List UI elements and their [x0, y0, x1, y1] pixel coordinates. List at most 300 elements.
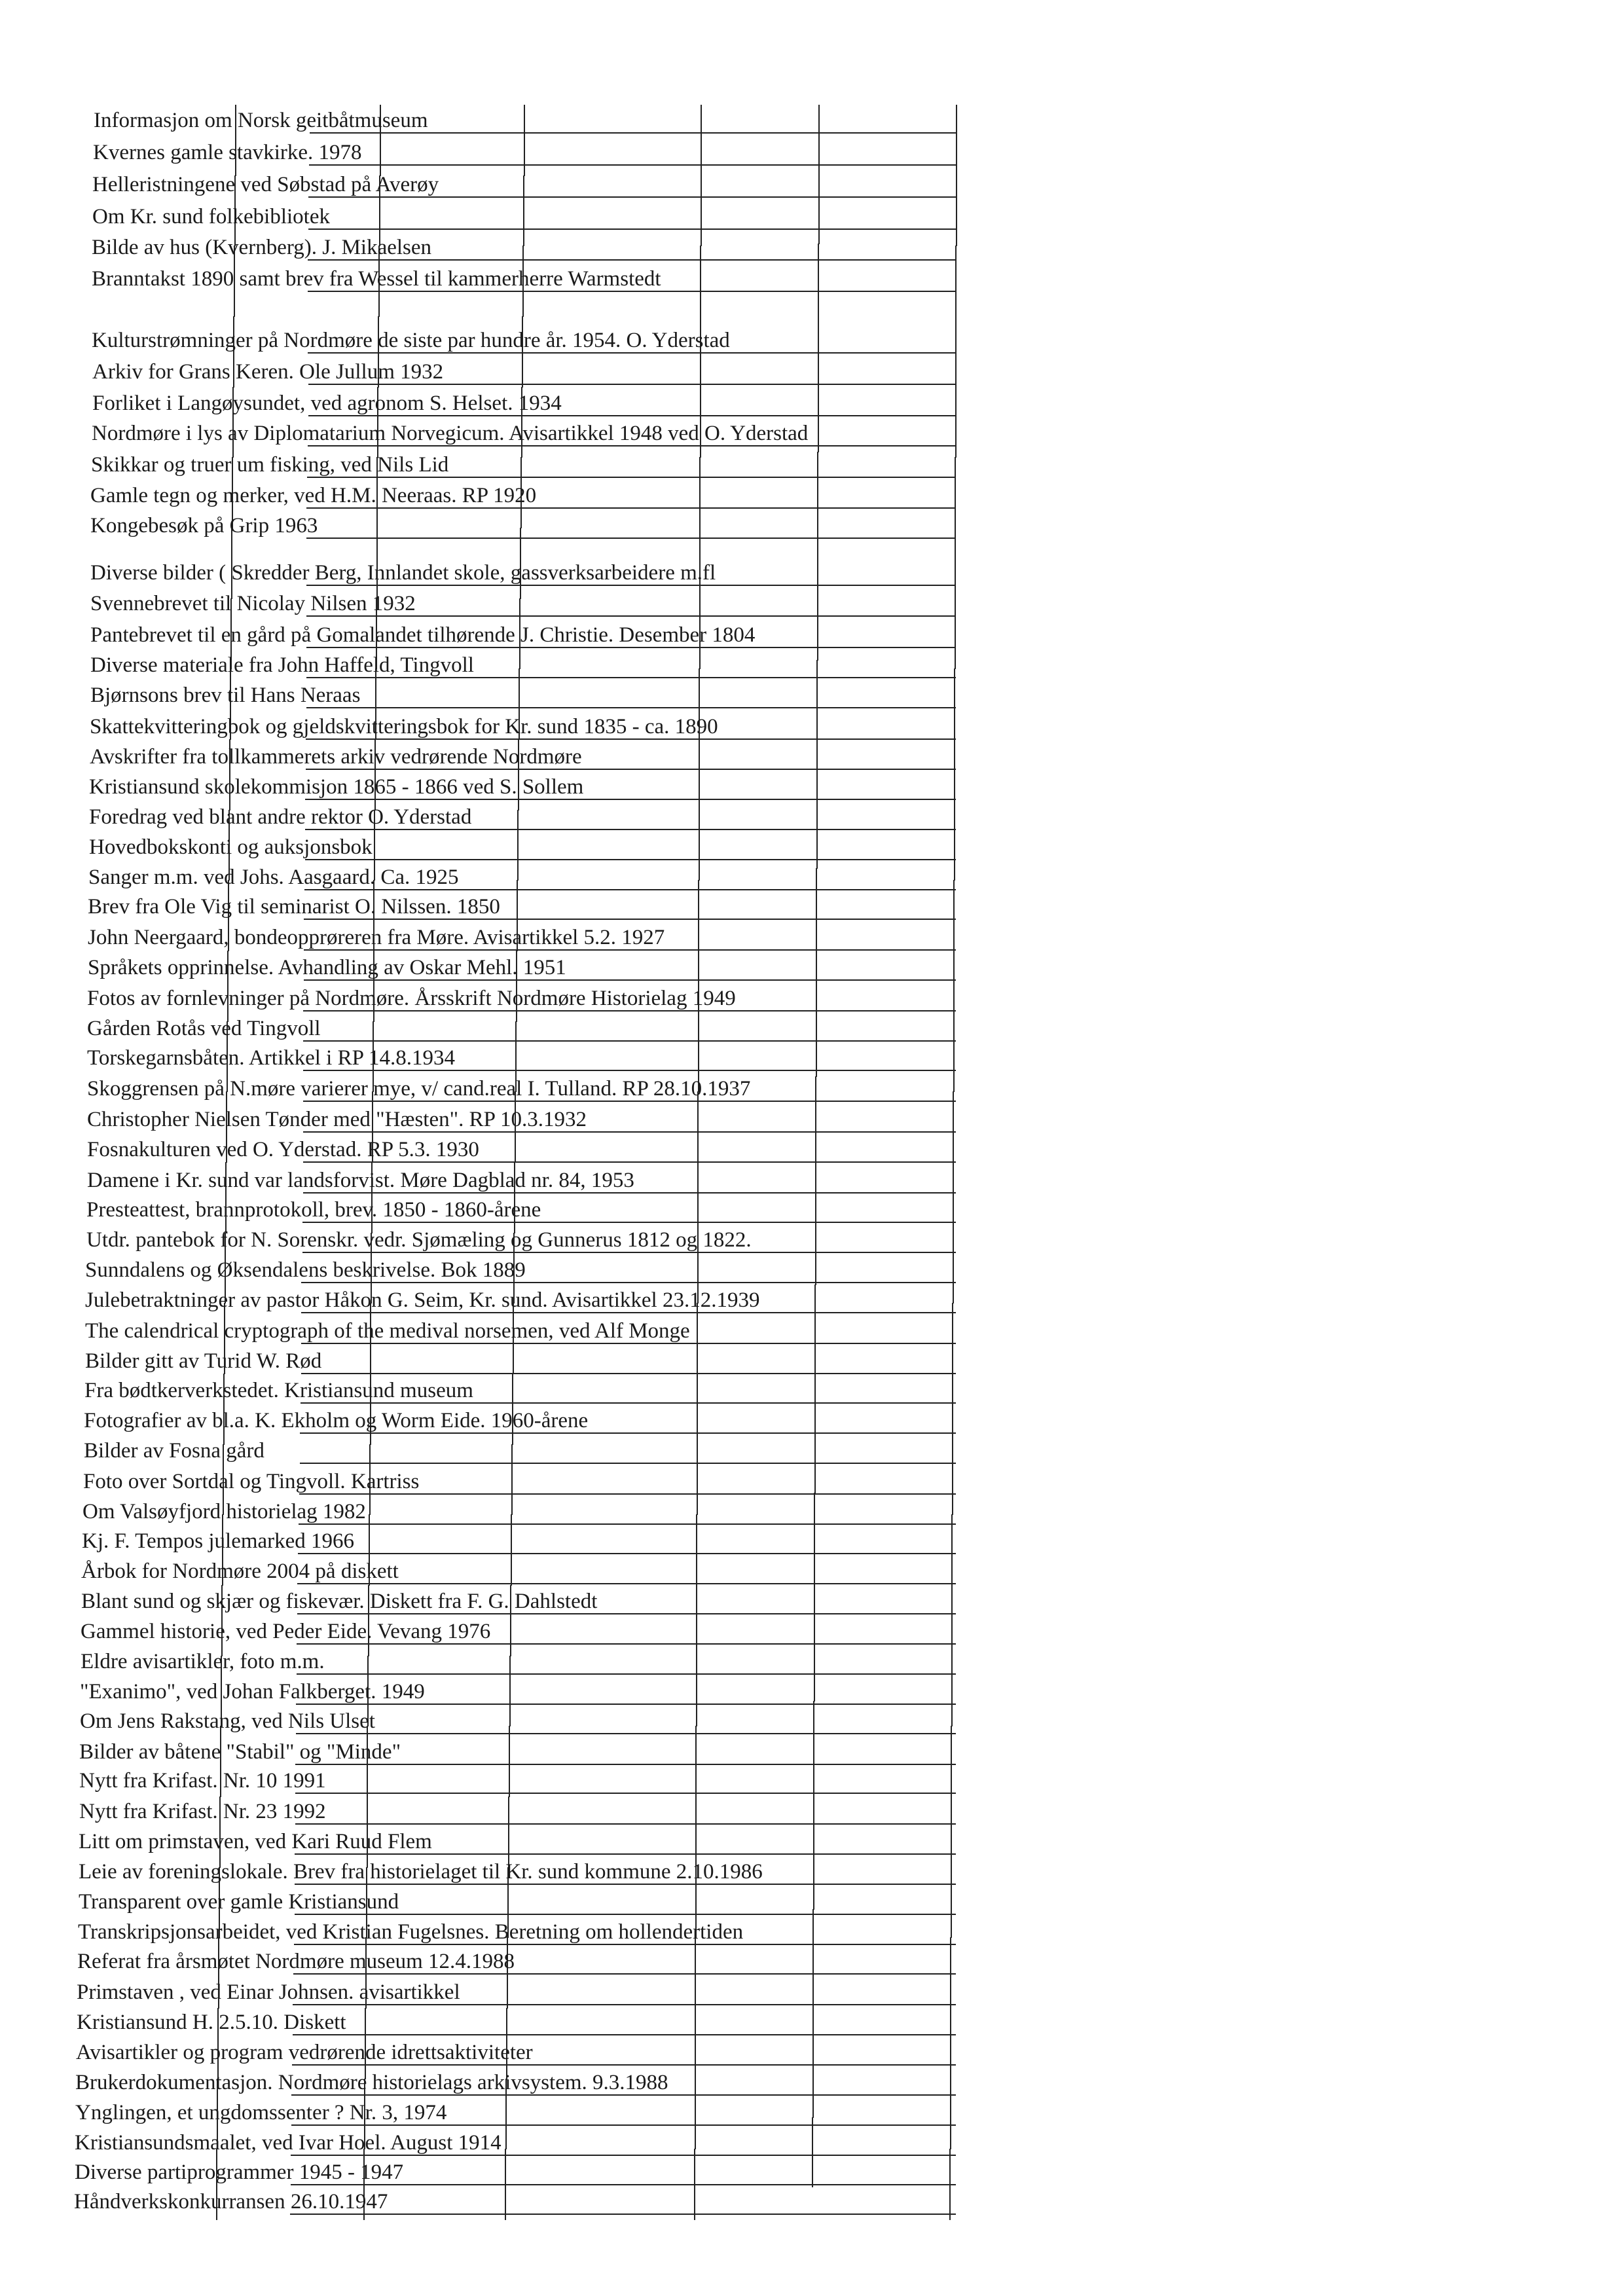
- grid-vertical-line: [695, 1867, 697, 1939]
- grid-vertical-line: [815, 1076, 816, 1146]
- list-item-text: Kongebesøk på Grip 1963: [90, 514, 318, 538]
- list-item: [0, 1438, 1623, 1464]
- grid-vertical-line: [368, 1585, 369, 1656]
- grid-horizontal-line: [305, 799, 956, 800]
- list-item-text: Brev fra Ole Vig til seminarist O. Nilssen. 1850: [88, 895, 500, 919]
- list-item: [0, 1919, 1623, 1945]
- list-item-text: Brukerdokumentasjon. Nordmøre historielags arkivsystem. 9.3.1988: [75, 2071, 668, 2094]
- list-item-text: Kristiansundsmaalet, ved Ivar Hoel. August 1914: [75, 2131, 501, 2155]
- list-item: [0, 1468, 1623, 1495]
- list-item-text: Kristiansund H. 2.5.10. Diskett: [77, 2011, 346, 2034]
- grid-vertical-line: [951, 1796, 952, 1868]
- list-item-text: Utdr. pantebok for N. Sorenskr. vedr. Sjømæling og Gunnerus 1812 og 1822.: [86, 1228, 752, 1252]
- grid-vertical-line: [817, 521, 818, 591]
- grid-horizontal-line: [309, 164, 956, 166]
- grid-horizontal-line: [292, 2064, 956, 2066]
- grid-vertical-line: [510, 1585, 511, 1656]
- grid-vertical-line: [699, 668, 700, 740]
- grid-vertical-line: [817, 591, 818, 661]
- grid-vertical-line: [696, 1514, 697, 1586]
- grid-vertical-line: [377, 387, 378, 458]
- list-item-text: Torskegarnsbåten. Artikkel i RP 14.8.1934: [87, 1046, 455, 1070]
- list-item-text: Språkets opprinnelse. Avhandling av Oskar Mehl. 1951: [88, 956, 566, 979]
- grid-horizontal-line: [306, 615, 956, 617]
- grid-vertical-line: [505, 2079, 507, 2150]
- grid-horizontal-line: [295, 1764, 956, 1765]
- grid-vertical-line: [814, 1493, 815, 1563]
- grid-vertical-line: [955, 387, 957, 458]
- list-item-text: Fotografier av bl.a. K. Ekholm og Worm Eide. 1960-årene: [84, 1409, 589, 1432]
- list-item-text: Svennebrevet til Nicolay Nilsen 1932: [90, 592, 416, 615]
- list-item-text: Foredrag ved blant andre rektor O. Yderstad: [89, 805, 472, 829]
- list-item: [0, 1287, 1623, 1313]
- list-item: [0, 420, 1623, 446]
- grid-horizontal-line: [308, 352, 956, 354]
- grid-horizontal-line: [297, 1643, 956, 1645]
- grid-vertical-line: [374, 810, 375, 881]
- grid-vertical-line: [224, 1303, 225, 1374]
- list-item-text: Nordmøre i lys av Diplomatarium Norvegicum. Avisartikkel 1948 ved O. Yderstad: [92, 422, 809, 445]
- grid-vertical-line: [509, 1656, 511, 1727]
- grid-horizontal-line: [291, 2184, 956, 2185]
- grid-vertical-line: [814, 1354, 816, 1424]
- grid-vertical-line: [366, 1867, 367, 1939]
- list-item-text: Forliket i Langøysundet, ved agronom S. Helset. 1934: [92, 392, 562, 415]
- list-item-text: Julebetraktninger av pastor Håkon G. Seim, Kr. sund. Avisartikkel 23.12.1939: [85, 1288, 760, 1312]
- grid-vertical-line: [515, 1021, 517, 1093]
- list-item: [0, 1948, 1623, 1975]
- grid-horizontal-line: [308, 384, 956, 385]
- list-item: [0, 591, 1623, 617]
- grid-horizontal-line: [291, 2094, 956, 2096]
- list-item-text: Referat fra årsmøtet Nordmøre museum 12.4.1988: [77, 1950, 515, 1973]
- list-item-text: Gården Rotås ved Tingvoll: [87, 1017, 321, 1040]
- grid-vertical-line: [227, 951, 228, 1022]
- list-item: [0, 985, 1623, 1011]
- list-item: [0, 1768, 1623, 1794]
- grid-vertical-line: [816, 938, 817, 1008]
- grid-vertical-line: [369, 1514, 370, 1586]
- list-item: [0, 774, 1623, 800]
- grid-vertical-line: [701, 175, 702, 247]
- grid-vertical-line: [225, 1162, 227, 1233]
- list-item-text: Pantebrevet til en gård på Gomalandet tilhørende J. Christie. Desember 1804: [90, 623, 756, 647]
- grid-vertical-line: [367, 1796, 368, 1868]
- list-item: [0, 1708, 1623, 1734]
- grid-vertical-line: [951, 1514, 953, 1586]
- grid-vertical-line: [700, 387, 701, 458]
- list-item: [0, 652, 1623, 678]
- grid-vertical-line: [956, 175, 957, 247]
- grid-horizontal-line: [304, 979, 956, 981]
- grid-horizontal-line: [304, 889, 956, 890]
- grid-vertical-line: [369, 1444, 371, 1516]
- grid-vertical-line: [371, 1233, 372, 1304]
- grid-vertical-line: [522, 246, 524, 317]
- list-item: [0, 2069, 1623, 2096]
- list-item-text: Sanger m.m. ved Johs. Aasgaard. Ca. 1925: [88, 866, 459, 889]
- grid-vertical-line: [697, 1374, 698, 1445]
- list-item-text: Avisartikler og program vedrørende idrettsaktiviteter: [76, 2041, 533, 2064]
- list-item-text: Skattekvitteringbok og gjeldskvitteringsbok for Kr. sund 1835 - ca. 1890: [90, 715, 718, 738]
- list-item-text: Bilder gitt av Turid W. Rød: [85, 1349, 322, 1373]
- grid-vertical-line: [373, 880, 374, 951]
- grid-horizontal-line: [301, 1312, 956, 1313]
- list-item: [0, 924, 1623, 951]
- list-item-text: Kulturstrømninger på Nordmøre de siste par hundre år. 1954. O. Yderstad: [92, 329, 730, 352]
- grid-vertical-line: [955, 457, 956, 528]
- list-item: [0, 864, 1623, 890]
- grid-vertical-line: [227, 1021, 228, 1093]
- list-item-text: John Neergaard, bondeopprøreren fra Møre. Avisartikkel 5.2. 1927: [88, 926, 665, 949]
- grid-horizontal-line: [306, 769, 956, 770]
- list-item: [0, 1859, 1623, 1885]
- list-item-text: Fosnakulturen ved O. Yderstad. RP 5.3. 1930: [87, 1138, 479, 1161]
- list-item-text: Helleristningene ved Søbstad på Averøy: [92, 173, 439, 196]
- grid-horizontal-line: [303, 1192, 956, 1194]
- grid-horizontal-line: [302, 1252, 956, 1253]
- grid-vertical-line: [375, 668, 376, 740]
- grid-horizontal-line: [301, 1373, 956, 1374]
- grid-horizontal-line: [303, 1010, 956, 1011]
- grid-vertical-line: [952, 1303, 953, 1374]
- grid-vertical-line: [953, 880, 955, 951]
- grid-vertical-line: [812, 1978, 814, 2049]
- grid-horizontal-line: [296, 1733, 956, 1734]
- grid-vertical-line: [955, 246, 957, 317]
- grid-horizontal-line: [293, 2034, 956, 2035]
- grid-vertical-line: [699, 598, 701, 670]
- list-item-text: Nytt fra Krifast. Nr. 23 1992: [79, 1800, 326, 1823]
- list-item: [0, 1528, 1623, 1554]
- grid-vertical-line: [817, 452, 818, 522]
- grid-vertical-line: [814, 1562, 815, 1632]
- grid-vertical-line: [698, 880, 699, 951]
- list-item-text: Informasjon om Norsk geitbåtmuseum: [94, 109, 428, 132]
- grid-vertical-line: [232, 457, 233, 528]
- grid-vertical-line: [956, 105, 957, 176]
- grid-horizontal-line: [307, 477, 956, 478]
- list-item-text: Litt om primstaven, ved Kari Ruud Flem: [79, 1830, 432, 1853]
- grid-vertical-line: [523, 175, 524, 247]
- grid-horizontal-line: [301, 1402, 956, 1404]
- grid-vertical-line: [235, 105, 236, 176]
- grid-horizontal-line: [306, 738, 956, 740]
- grid-horizontal-line: [291, 2155, 956, 2156]
- list-item: [0, 1739, 1623, 1765]
- list-item-text: Diverse bilder ( Skredder Berg, Innlandet skole, gassverksarbeidere m.fl: [90, 561, 716, 585]
- grid-horizontal-line: [302, 1222, 956, 1223]
- grid-vertical-line: [816, 868, 817, 938]
- grid-vertical-line: [234, 175, 236, 247]
- grid-horizontal-line: [303, 1101, 956, 1102]
- grid-vertical-line: [228, 810, 230, 881]
- grid-horizontal-line: [298, 1553, 956, 1554]
- grid-vertical-line: [373, 1021, 374, 1093]
- grid-vertical-line: [815, 1215, 816, 1285]
- list-item: [0, 1045, 1623, 1071]
- list-item: [0, 1829, 1623, 1855]
- grid-vertical-line: [954, 810, 955, 881]
- list-item-text: Branntakst 1890 samt brev fra Wessel til kammerherre Warmstedt: [92, 267, 661, 291]
- grid-horizontal-line: [306, 707, 956, 708]
- grid-vertical-line: [519, 598, 520, 670]
- list-item-text: Hovedbokskonti og auksjonsbok: [89, 835, 373, 859]
- grid-vertical-line: [509, 1726, 510, 1797]
- grid-horizontal-line: [295, 1914, 956, 1915]
- list-item: [0, 1257, 1623, 1283]
- grid-vertical-line: [951, 1585, 953, 1656]
- grid-vertical-line: [818, 382, 819, 452]
- list-item: [0, 390, 1623, 416]
- grid-vertical-line: [813, 1701, 814, 1771]
- grid-vertical-line: [517, 810, 519, 881]
- grid-vertical-line: [699, 457, 701, 528]
- list-item-text: Presteattest, brannprotokoll, brev. 1850 - 1860-årene: [86, 1198, 541, 1222]
- list-item: [0, 1499, 1623, 1525]
- grid-vertical-line: [954, 668, 955, 740]
- grid-horizontal-line: [297, 1673, 956, 1675]
- list-item-text: Foto over Sortdal og Tingvoll. Kartriss: [83, 1470, 420, 1493]
- grid-horizontal-line: [306, 677, 956, 678]
- list-item: [0, 234, 1623, 261]
- list-item: [0, 2039, 1623, 2066]
- list-item-text: Om Kr. sund folkebibliotek: [92, 205, 330, 228]
- list-item-text: Fotos av fornlevninger på Nordmøre. Årsskrift Nordmøre Historielag 1949: [87, 987, 736, 1010]
- grid-vertical-line: [370, 1303, 371, 1374]
- list-item-text: Nytt fra Krifast. Nr. 10 1991: [79, 1769, 326, 1793]
- grid-vertical-line: [816, 1007, 817, 1077]
- grid-horizontal-line: [308, 196, 956, 198]
- grid-vertical-line: [695, 1726, 697, 1797]
- list-item-text: Damene i Kr. sund var landsforvist. Møre Dagblad nr. 84, 1953: [87, 1169, 634, 1192]
- list-item: [0, 172, 1623, 198]
- grid-horizontal-line: [293, 2004, 956, 2005]
- grid-horizontal-line: [301, 1343, 956, 1344]
- grid-vertical-line: [376, 598, 377, 670]
- grid-horizontal-line: [308, 228, 956, 230]
- grid-vertical-line: [233, 316, 234, 388]
- grid-vertical-line: [508, 1796, 509, 1868]
- grid-vertical-line: [951, 1867, 952, 1939]
- grid-vertical-line: [697, 1444, 698, 1516]
- grid-horizontal-line: [299, 1493, 956, 1495]
- list-item-text: Kvernes gamle stavkirke. 1978: [93, 141, 362, 164]
- grid-vertical-line: [520, 457, 522, 528]
- list-item-text: Bilder av Fosna gård: [84, 1439, 264, 1463]
- grid-vertical-line: [511, 1514, 512, 1586]
- grid-vertical-line: [814, 1423, 816, 1493]
- list-item: [0, 1798, 1623, 1825]
- grid-vertical-line: [695, 1796, 697, 1868]
- grid-horizontal-line: [300, 1432, 956, 1434]
- list-item-text: Eldre avisartikler, foto m.m.: [81, 1650, 325, 1673]
- list-item: [0, 1679, 1623, 1705]
- grid-horizontal-line: [295, 1884, 956, 1885]
- list-item-text: Leie av foreningslokale. Brev fra historielaget til Kr. sund kommune 2.10.1986: [79, 1860, 763, 1884]
- grid-vertical-line: [222, 1514, 223, 1586]
- grid-horizontal-line: [299, 1523, 956, 1525]
- list-item: [0, 452, 1623, 478]
- grid-vertical-line: [696, 1656, 697, 1727]
- grid-vertical-line: [814, 1631, 815, 1702]
- list-item: [0, 804, 1623, 830]
- grid-vertical-line: [696, 1585, 697, 1656]
- grid-vertical-line: [220, 1726, 221, 1797]
- list-item: [0, 1588, 1623, 1614]
- grid-vertical-line: [816, 729, 818, 799]
- list-item-text: Om Jens Rakstang, ved Nils Ulset: [80, 1709, 375, 1733]
- grid-horizontal-line: [297, 1613, 956, 1614]
- grid-vertical-line: [815, 1146, 816, 1216]
- grid-vertical-line: [813, 1840, 814, 1910]
- list-item-text: Blant sund og skjær og fiskevær. Diskett fra F. G. Dahlstedt: [81, 1590, 598, 1613]
- grid-vertical-line: [221, 1585, 223, 1656]
- grid-vertical-line: [379, 175, 380, 247]
- grid-vertical-line: [219, 1796, 221, 1868]
- grid-horizontal-line: [303, 1131, 956, 1133]
- grid-vertical-line: [953, 1233, 954, 1304]
- list-item: [0, 1137, 1623, 1163]
- grid-vertical-line: [513, 1303, 514, 1374]
- grid-vertical-line: [229, 739, 230, 811]
- grid-vertical-line: [230, 668, 231, 740]
- list-item: [0, 1979, 1623, 2005]
- grid-vertical-line: [953, 1021, 955, 1093]
- list-item-text: The calendrical cryptograph of the medival norsemen, ved Alf Monge: [85, 1319, 690, 1343]
- grid-horizontal-line: [306, 507, 956, 509]
- list-item: [0, 1889, 1623, 1915]
- list-item: [0, 266, 1623, 292]
- grid-horizontal-line: [300, 1463, 956, 1464]
- list-item-text: Transkripsjonsarbeidet, ved Kristian Fugelsnes. Beretning om hollendertiden: [78, 1920, 744, 1944]
- list-item: [0, 560, 1623, 586]
- grid-horizontal-line: [293, 1973, 956, 1975]
- grid-vertical-line: [217, 2079, 218, 2150]
- list-item: [0, 682, 1623, 708]
- grid-vertical-line: [232, 387, 234, 458]
- list-item-text: Ynglingen, et ungdomssenter ? Nr. 3, 1974: [75, 2101, 447, 2124]
- list-item-text: Om Valsøyfjord historielag 1982: [82, 1500, 366, 1523]
- list-item-text: Skoggrensen på N.møre varierer mye, v/ cand.real I. Tulland. RP 28.10.1937: [87, 1077, 751, 1101]
- grid-vertical-line: [218, 1937, 219, 2009]
- grid-vertical-line: [364, 2079, 365, 2150]
- list-item: [0, 2189, 1623, 2215]
- grid-vertical-line: [217, 2008, 219, 2079]
- grid-vertical-line: [813, 1770, 814, 1840]
- list-item: [0, 1348, 1623, 1374]
- grid-horizontal-line: [305, 829, 956, 830]
- list-item-text: Håndverkskonkurransen 26.10.1947: [74, 2190, 388, 2214]
- grid-vertical-line: [507, 1867, 509, 1939]
- list-item: [0, 1076, 1623, 1102]
- list-item: [0, 955, 1623, 981]
- list-item-text: Årbok for Nordmøre 2004 på diskett: [81, 1559, 399, 1583]
- grid-vertical-line: [219, 1867, 220, 1939]
- grid-vertical-line: [697, 1233, 699, 1304]
- list-item: [0, 1197, 1623, 1223]
- grid-vertical-line: [818, 313, 819, 383]
- grid-vertical-line: [953, 1091, 954, 1163]
- grid-horizontal-line: [295, 1823, 956, 1825]
- grid-vertical-line: [517, 880, 518, 951]
- list-item: [0, 714, 1623, 740]
- grid-vertical-line: [225, 1233, 226, 1304]
- grid-vertical-line: [695, 2079, 696, 2150]
- grid-vertical-line: [226, 1091, 227, 1163]
- grid-vertical-line: [216, 2149, 217, 2220]
- grid-vertical-line: [372, 1091, 373, 1163]
- grid-vertical-line: [952, 1444, 953, 1516]
- grid-vertical-line: [376, 457, 378, 528]
- grid-vertical-line: [515, 1091, 516, 1163]
- grid-vertical-line: [521, 387, 522, 458]
- grid-horizontal-line: [304, 919, 956, 920]
- grid-vertical-line: [695, 2008, 696, 2079]
- grid-horizontal-line: [303, 1161, 956, 1163]
- list-item-text: Christopher Nielsen Tønder med "Hæsten". RP 10.3.1932: [87, 1108, 587, 1131]
- grid-vertical-line: [818, 244, 819, 314]
- grid-vertical-line: [812, 2117, 813, 2187]
- list-item: [0, 1649, 1623, 1675]
- list-item: [0, 359, 1623, 385]
- grid-vertical-line: [950, 2079, 951, 2150]
- grid-horizontal-line: [306, 538, 956, 539]
- list-item: [0, 2009, 1623, 2035]
- grid-vertical-line: [370, 1374, 371, 1445]
- grid-horizontal-line: [297, 1583, 956, 1584]
- list-item: [0, 744, 1623, 770]
- list-item-text: "Exanimo", ved Johan Falkberget. 1949: [80, 1680, 425, 1704]
- list-item: [0, 513, 1623, 539]
- grid-vertical-line: [952, 1374, 953, 1445]
- grid-vertical-line: [506, 2008, 507, 2079]
- list-item: [0, 1106, 1623, 1133]
- list-item-text: Gammel historie, ved Peder Eide. Vevang 1976: [81, 1620, 491, 1643]
- list-item-text: Transparent over gamle Kristiansund: [79, 1890, 399, 1914]
- grid-vertical-line: [519, 668, 520, 740]
- grid-vertical-line: [231, 528, 232, 599]
- grid-horizontal-line: [308, 415, 956, 416]
- grid-vertical-line: [818, 174, 820, 244]
- list-item: [0, 1558, 1623, 1584]
- grid-vertical-line: [221, 1656, 222, 1727]
- list-item-text: Skikkar og truer um fisking, ved Nils Lid: [91, 453, 449, 477]
- list-item-text: Diverse partiprogrammer 1945 - 1947: [75, 2160, 404, 2184]
- list-item-text: Gamle tegn og merker, ved H.M. Neeraas. RP 1920: [90, 484, 537, 507]
- list-item-text: Bilder av båtene "Stabil" og "Minde": [79, 1740, 401, 1764]
- grid-horizontal-line: [290, 2214, 956, 2215]
- grid-vertical-line: [955, 598, 956, 670]
- grid-horizontal-line: [295, 1793, 956, 1794]
- grid-horizontal-line: [303, 1040, 956, 1042]
- grid-vertical-line: [816, 660, 818, 730]
- grid-vertical-line: [223, 1374, 225, 1445]
- list-item: [0, 327, 1623, 354]
- grid-horizontal-line: [301, 1282, 956, 1283]
- grid-vertical-line: [950, 2008, 951, 2079]
- grid-vertical-line: [699, 810, 700, 881]
- grid-horizontal-line: [305, 859, 956, 860]
- grid-horizontal-line: [303, 1070, 956, 1071]
- grid-vertical-line: [513, 1233, 515, 1304]
- grid-vertical-line: [951, 1656, 953, 1727]
- list-item-text: Primstaven , ved Einar Johnsen. avisartikkel: [77, 1980, 460, 2004]
- grid-vertical-line: [367, 1726, 368, 1797]
- list-item: [0, 1167, 1623, 1194]
- grid-vertical-line: [228, 880, 229, 951]
- grid-horizontal-line: [310, 132, 956, 134]
